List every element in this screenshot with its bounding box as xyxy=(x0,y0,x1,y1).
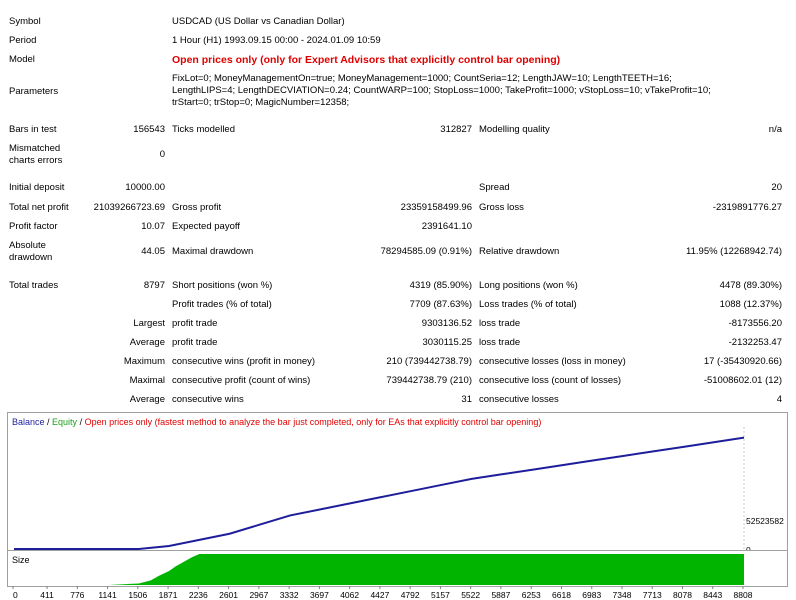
ticks-label: Ticks modelled xyxy=(172,124,236,135)
profit-factor-value: 10.07 xyxy=(141,221,165,232)
average-profit-value: 3030115.25 xyxy=(422,337,472,348)
x-tick-label: 6618 xyxy=(552,590,571,600)
gross-loss-label: Gross loss xyxy=(479,202,524,213)
max-dd-value: 78294585.09 (0.91%) xyxy=(380,246,472,257)
avg-cons-losses-value: 4 xyxy=(776,394,782,405)
x-tick-label: 8808 xyxy=(733,590,753,600)
maximal-profit-label: consecutive profit (count of wins) xyxy=(172,375,311,386)
average-loss-value: -2132253.47 xyxy=(728,337,782,348)
size-chart-svg xyxy=(8,551,787,586)
expected-payoff-label: Expected payoff xyxy=(172,221,240,232)
max-cons-losses-value: 17 (-35430920.66) xyxy=(703,356,782,367)
long-label: Long positions (won %) xyxy=(479,280,578,291)
avg-cons-label: Average xyxy=(129,394,165,405)
max-dd-label: Maximal drawdown xyxy=(172,246,254,257)
net-profit-label: Total net profit xyxy=(9,202,69,213)
maximal-profit-value: 739442738.79 (210) xyxy=(386,375,472,386)
profit-trades-label: Profit trades (% of total) xyxy=(172,299,272,310)
x-tick-label: 6983 xyxy=(582,590,602,600)
maximum-label: Maximum xyxy=(123,356,165,367)
x-tick-label: 5157 xyxy=(430,590,450,600)
x-tick-label: 4062 xyxy=(340,590,360,600)
maximal-loss-value: -51008602.01 (12) xyxy=(703,375,782,386)
x-tick-label: 1506 xyxy=(128,590,148,600)
abs-dd-label-1: Absolute xyxy=(9,240,46,251)
legend-sep-2: / xyxy=(77,417,85,427)
deposit-label: Initial deposit xyxy=(9,182,65,193)
size-chart xyxy=(7,550,788,587)
spread-label: Spread xyxy=(479,182,510,193)
x-tick-label: 1141 xyxy=(98,590,117,600)
symbol-label: Symbol xyxy=(9,16,41,27)
spread-value: 20 xyxy=(771,182,782,193)
bars-label: Bars in test xyxy=(9,124,57,135)
parameters-label: Parameters xyxy=(9,86,59,97)
x-tick-label: 5522 xyxy=(461,590,481,600)
size-area xyxy=(14,554,744,585)
deposit-value: 10000.00 xyxy=(125,182,165,193)
mismatch-label-2: charts errors xyxy=(9,155,63,166)
x-tick-label: 2601 xyxy=(219,590,239,600)
x-tick-label: 411 xyxy=(40,590,54,600)
largest-profit-value: 9303136.52 xyxy=(421,318,472,329)
model-label: Model xyxy=(9,54,35,65)
x-tick-label: 8078 xyxy=(673,590,692,600)
largest-loss-value: -8173556.20 xyxy=(728,318,782,329)
abs-dd-value: 44.05 xyxy=(141,246,165,257)
balance-chart xyxy=(7,412,788,556)
rel-dd-label: Relative drawdown xyxy=(479,246,560,257)
average-profit-label: profit trade xyxy=(172,337,218,348)
x-tick-label: 5887 xyxy=(491,590,511,600)
x-tick-label: 7348 xyxy=(612,590,632,600)
gross-loss-value: -2319891776.27 xyxy=(712,202,782,213)
bars-value: 156543 xyxy=(133,124,165,135)
largest-loss-label: loss trade xyxy=(479,318,521,329)
net-profit-value: 21039266723.69 xyxy=(93,202,165,213)
gross-profit-value: 23359158499.96 xyxy=(400,202,472,213)
y-tick-max: 52523582 xyxy=(746,516,784,526)
max-cons-wins-value: 210 (739442738.79) xyxy=(386,356,472,367)
maximal-loss-label: consecutive loss (count of losses) xyxy=(479,375,622,386)
gross-profit-label: Gross profit xyxy=(172,202,222,213)
parameters-line-3: trStart=0; trStop=0; MagicNumber=12358; xyxy=(172,97,350,108)
short-value: 4319 (85.90%) xyxy=(409,280,472,291)
mismatch-label-1: Mismatched xyxy=(9,143,61,154)
avg-cons-losses-label: consecutive losses xyxy=(479,394,559,405)
quality-value: n/a xyxy=(768,124,782,135)
x-tick-label: 4792 xyxy=(400,590,420,600)
x-tick-label: 2236 xyxy=(188,590,208,600)
legend-balance: Balance xyxy=(12,417,45,427)
x-tick-label: 6253 xyxy=(521,590,541,600)
profit-trades-value: 7709 (87.63%) xyxy=(409,299,472,310)
avg-cons-wins-label: consecutive wins xyxy=(172,394,244,405)
balance-chart-svg xyxy=(8,413,787,555)
max-cons-wins-label: consecutive wins (profit in money) xyxy=(172,356,316,367)
x-axis xyxy=(0,586,796,600)
x-tick-label: 0 xyxy=(13,590,18,600)
average-label: Average xyxy=(129,337,165,348)
x-tick-label: 8443 xyxy=(703,590,723,600)
x-tick-label: 2967 xyxy=(249,590,269,600)
x-tick-label: 4427 xyxy=(370,590,390,600)
total-trades-label: Total trades xyxy=(9,280,59,291)
parameters-line-1: FixLot=0; MoneyManagementOn=true; MoneyManagement=1000; CountSeria=12; LengthJAW=10; LengthTEETH=16; xyxy=(172,73,672,84)
abs-dd-label-2: drawdown xyxy=(9,252,53,263)
mismatch-value: 0 xyxy=(159,149,165,160)
balance-line xyxy=(14,438,744,549)
profit-factor-label: Profit factor xyxy=(9,221,58,232)
x-tick-label: 776 xyxy=(70,590,85,600)
model-value: Open prices only (only for Expert Advisors that explicitly control bar opening) xyxy=(172,54,561,66)
average-loss-label: loss trade xyxy=(479,337,521,348)
total-trades-value: 8797 xyxy=(143,280,165,291)
expected-payoff-value: 2391641.10 xyxy=(421,221,472,232)
loss-trades-value: 1088 (12.37%) xyxy=(719,299,782,310)
x-tick-label: 7713 xyxy=(642,590,662,600)
parameters-line-2: LengthLIPS=4; LengthDECVIATION=0.24; CountWARP=100; StopLoss=1000; TakeProfit=1000; vStopLoss=10; vTakeProfit=10; xyxy=(172,85,711,96)
period-value: 1 Hour (H1) 1993.09.15 00:00 - 2024.01.09 10:59 xyxy=(172,35,381,46)
largest-label: Largest xyxy=(133,318,165,329)
maximal-label: Maximal xyxy=(129,375,165,386)
ticks-value: 312827 xyxy=(440,124,472,135)
x-tick-label: 3697 xyxy=(309,590,329,600)
rel-dd-value: 11.95% (12268942.74) xyxy=(686,246,782,257)
max-cons-losses-label: consecutive losses (loss in money) xyxy=(479,356,626,367)
legend-note: Open prices only (fastest method to analyze the bar just completed, only for EAs that explicitly control bar opening) xyxy=(84,417,542,427)
x-tick-label: 3332 xyxy=(279,590,299,600)
avg-cons-wins-value: 31 xyxy=(461,394,472,405)
quality-label: Modelling quality xyxy=(479,124,550,135)
short-label: Short positions (won %) xyxy=(172,280,273,291)
symbol-value: USDCAD (US Dollar vs Canadian Dollar) xyxy=(172,16,345,27)
largest-profit-label: profit trade xyxy=(172,318,218,329)
long-value: 4478 (89.30%) xyxy=(719,280,782,291)
loss-trades-label: Loss trades (% of total) xyxy=(479,299,577,310)
x-tick-label: 1871 xyxy=(158,590,178,600)
period-label: Period xyxy=(9,35,37,46)
legend-sep-1: / xyxy=(44,417,53,427)
legend-equity: Equity xyxy=(52,417,78,427)
size-label: Size xyxy=(12,555,30,565)
